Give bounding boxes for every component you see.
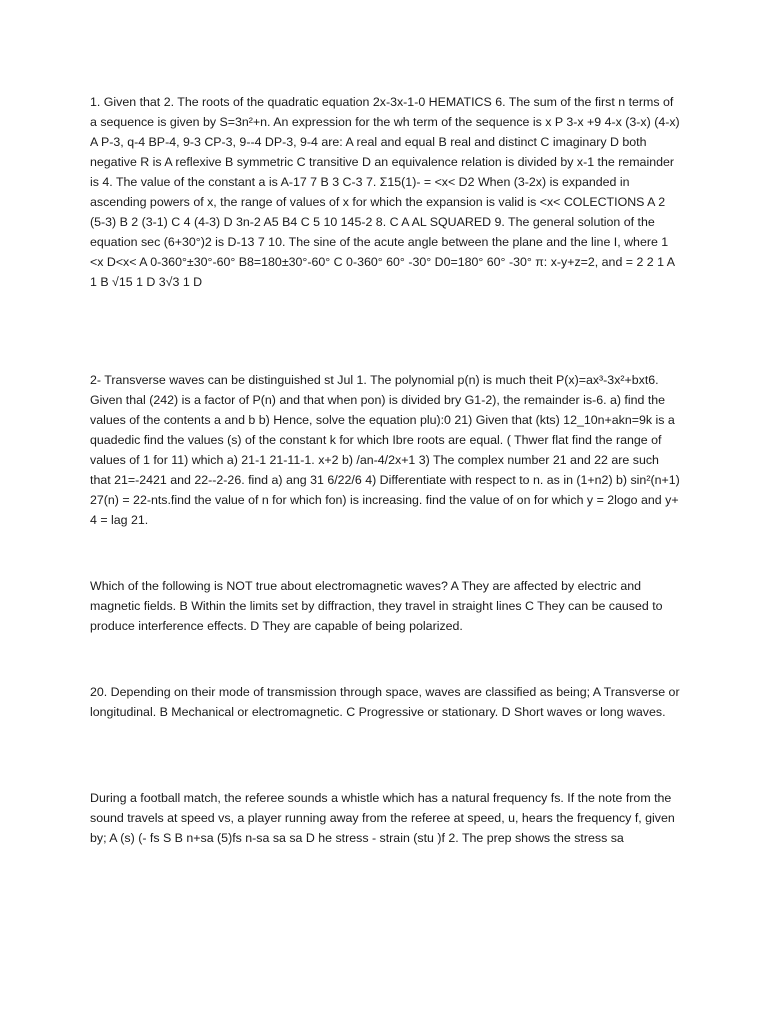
paragraph-football-whistle-question: During a football match, the referee sounds a whistle which has a natural frequency fs. If the note from the sound travels at speed vs, a player running away from the referee at speed, u, hears the frequency f, given by; A (s) (- fs S B n+sa (5)fs n-sa sa sa D he stress - strain (stu )f 2. The prep shows the stress sa — [90, 791, 675, 845]
paragraph-wave-classification-question: 20. Depending on their mode of transmission through space, waves are classified as being; A Transverse or longitudinal. B Mechanical or electromagnetic. C Progressive or stationary. D Short waves or long waves. — [90, 685, 680, 719]
paragraph-transverse-waves-questions: 2- Transverse waves can be distinguished st Jul 1. The polynomial p(n) is much theit P(x)=ax³-3x²+bxt6. Given thal (242) is a factor of P(n) and that when pon) is divided bry G1-2), the remainder is-6. a) find the values of the contents a and b b) Hence, solve the equation plu):0 21) Given that (kts) 12_10n+akn=9k is a quadedic find the values (s) of the constant k for which Ibre roots are equal. ( Thwer flat find the range of values of 1 for 11) which a) 21-1 21-11-1. x+2 b) /an-4/2x+1 3) The complex number 21 and 22 are such that 21=-2421 and 22--2-26. find a) ang 31 6/22/6 4) Differentiate with respect to n. as in (1+n2) b) sin²(n+1) 27(n) = 22-nts.find the value of n for which fon) is increasing. find the value of on for which y = 2logo and y+ 4 = lag 21. — [90, 373, 680, 527]
paragraph-maths-questions: 1. Given that 2. The roots of the quadratic equation 2x-3x-1-0 HEMATICS 6. The sum of the first n terms of a sequence is given by S=3n²+n. An expression for the wh term of the sequence is x P 3-x +9 4-x (3-x) (4-x) A P-3, q-4 BP-4, 9-3 CP-3, 9--4 DP-3, 9-4 are: A real and equal B real and distinct C imaginary D both negative R is A reflexive B symmetric C transitive D an equivalence relation is divided by x-1 the remainder is 4. The value of the constant a is A-17 7 B 3 C-3 7. Σ15(1)- = <x< D2 When (3-2x) is expanded in ascending powers of x, the range of values of x for which the expansion is valid is <x< COLECTIONS A 2 (5-3) B 2 (3-1) C 4 (4-3) D 3n-2 A5 B4 C 5 10 145-2 8. C A AL SQUARED 9. The general solution of the equation sec (6+30°)2 is D-13 7 10. The sine of the acute angle between the plane and the line I, where 1 <x D<x< A 0-360°±30°-60° B8=180±30°-60° C 0-360° 60° -30° D0=180° 60° -30° π: x-y+z=2, and = 2 2 1 A 1 B √15 1 D 3√3 1 D — [90, 95, 680, 289]
paragraph-electromagnetic-waves-question: Which of the following is NOT true about electromagnetic waves? A They are affected by electric and magnetic fields. B Within the limits set by diffraction, they travel in straight lines C They can be caused to produce interference effects. D They are capable of being polarized. — [90, 579, 663, 633]
